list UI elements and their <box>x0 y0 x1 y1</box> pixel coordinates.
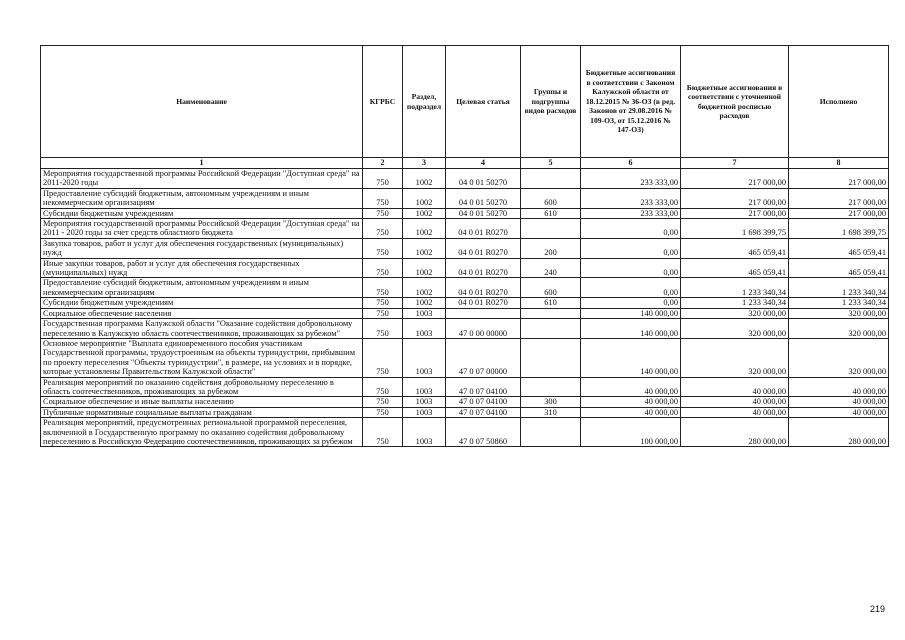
row-section: 1002 <box>403 169 446 189</box>
row-target: 04 0 01 R0270 <box>446 219 521 239</box>
row-allocations-law: 40 000,00 <box>581 407 681 417</box>
table-row <box>41 298 889 308</box>
row-executed: 217 000,00 <box>789 169 889 189</box>
column-number: 2 <box>363 158 403 169</box>
column-number: 3 <box>403 158 446 169</box>
row-target: 04 0 01 R0270 <box>446 298 521 308</box>
row-executed: 40 000,00 <box>789 407 889 417</box>
row-group: 240 <box>521 258 581 278</box>
row-executed: 217 000,00 <box>789 188 889 208</box>
row-allocations-law: 0,00 <box>581 238 681 258</box>
row-group <box>521 319 581 339</box>
row-name: Предоставление субсидий бюджетным, автономным учреждениям и иным некоммерческим организациям <box>41 188 363 208</box>
row-name: Субсидии бюджетным учреждениям <box>41 298 363 308</box>
header-section: Раздел, подраздел <box>403 46 446 158</box>
header-kgrbs: КГРБС <box>363 46 403 158</box>
row-allocations-schedule: 280 000,00 <box>681 418 789 447</box>
row-name: Мероприятия государственной программы Российской Федерации "Доступная среда" на 2011 - 2020 годы за счет средств областного бюджета <box>41 219 363 239</box>
row-allocations-law: 100 000,00 <box>581 418 681 447</box>
header-target: Целевая статья <box>446 46 521 158</box>
column-number: 7 <box>681 158 789 169</box>
row-allocations-schedule: 320 000,00 <box>681 308 789 318</box>
header-group: Группы и подгруппы видов расходов <box>521 46 581 158</box>
table-row <box>41 258 889 278</box>
row-target <box>446 308 521 318</box>
row-section: 1003 <box>403 377 446 397</box>
row-allocations-law: 140 000,00 <box>581 338 681 377</box>
row-group: 610 <box>521 208 581 218</box>
table-row <box>41 208 889 218</box>
row-name: Государственная программа Калужской области "Оказание содействия добровольному переселению в Калужскую область соотечественников, проживающих за рубежом" <box>41 319 363 339</box>
row-target: 04 0 01 R0270 <box>446 238 521 258</box>
header-executed: Исполнено <box>789 46 889 158</box>
row-group: 610 <box>521 298 581 308</box>
row-target: 47 0 00 00000 <box>446 319 521 339</box>
row-allocations-law: 0,00 <box>581 298 681 308</box>
row-section: 1003 <box>403 407 446 417</box>
row-kgrbs: 750 <box>363 238 403 258</box>
row-executed: 320 000,00 <box>789 308 889 318</box>
row-group: 310 <box>521 407 581 417</box>
row-allocations-schedule: 40 000,00 <box>681 397 789 407</box>
row-allocations-law: 140 000,00 <box>581 319 681 339</box>
row-kgrbs: 750 <box>363 258 403 278</box>
row-allocations-law: 0,00 <box>581 219 681 239</box>
row-section: 1003 <box>403 418 446 447</box>
table-row <box>41 238 889 258</box>
row-allocations-law: 40 000,00 <box>581 377 681 397</box>
row-section: 1003 <box>403 319 446 339</box>
row-name: Иные закупки товаров, работ и услуг для обеспечения государственных (муниципальных) нужд <box>41 258 363 278</box>
row-group: 600 <box>521 278 581 298</box>
row-allocations-law: 233 333,00 <box>581 208 681 218</box>
row-allocations-law: 0,00 <box>581 258 681 278</box>
table-row <box>41 169 889 189</box>
row-group <box>521 377 581 397</box>
budget-table <box>40 45 889 447</box>
row-allocations-schedule: 40 000,00 <box>681 407 789 417</box>
row-section: 1003 <box>403 397 446 407</box>
row-executed: 320 000,00 <box>789 338 889 377</box>
table-row <box>41 418 889 447</box>
table-row <box>41 397 889 407</box>
row-executed: 280 000,00 <box>789 418 889 447</box>
row-target: 47 0 07 04100 <box>446 377 521 397</box>
column-number: 1 <box>41 158 363 169</box>
row-kgrbs: 750 <box>363 418 403 447</box>
row-target: 47 0 07 50860 <box>446 418 521 447</box>
row-target: 04 0 01 50270 <box>446 208 521 218</box>
column-number: 4 <box>446 158 521 169</box>
row-section: 1002 <box>403 188 446 208</box>
column-number: 6 <box>581 158 681 169</box>
row-section: 1002 <box>403 278 446 298</box>
row-name: Реализация мероприятий, предусмотренных региональной программой переселения, включенной в Государственную программу по оказанию содействия добровольному переселению в Российскую Федерацию соотечественников, проживающих за рубежом <box>41 418 363 447</box>
row-group: 200 <box>521 238 581 258</box>
row-section: 1002 <box>403 298 446 308</box>
table-row <box>41 308 889 318</box>
row-allocations-law: 40 000,00 <box>581 397 681 407</box>
row-allocations-schedule: 465 059,41 <box>681 238 789 258</box>
row-section: 1002 <box>403 219 446 239</box>
row-allocations-schedule: 40 000,00 <box>681 377 789 397</box>
row-group <box>521 418 581 447</box>
row-group <box>521 308 581 318</box>
row-kgrbs: 750 <box>363 169 403 189</box>
row-executed: 1 698 399,75 <box>789 219 889 239</box>
row-target: 04 0 01 50270 <box>446 188 521 208</box>
row-target: 04 0 01 R0270 <box>446 258 521 278</box>
row-executed: 1 233 340,34 <box>789 298 889 308</box>
row-section: 1002 <box>403 208 446 218</box>
row-target: 47 0 07 04100 <box>446 407 521 417</box>
row-kgrbs: 750 <box>363 308 403 318</box>
row-name: Социальное обеспечение населения <box>41 308 363 318</box>
header-allocations-law: Бюджетные ассигнования в соответствии с Законом Калужской области от 18.12.2015 № 36-ОЗ (в ред. Законов от 29.08.2016 № 109-ОЗ, от 15.12.2016 № 147-ОЗ) <box>581 46 681 158</box>
row-name: Социальное обеспечение и иные выплаты населению <box>41 397 363 407</box>
row-target: 47 0 07 04100 <box>446 397 521 407</box>
table-row <box>41 278 889 298</box>
row-name: Субсидии бюджетным учреждениям <box>41 208 363 218</box>
row-kgrbs: 750 <box>363 278 403 298</box>
row-name: Предоставление субсидий бюджетным, автономным учреждениям и иным некоммерческим организациям <box>41 278 363 298</box>
row-kgrbs: 750 <box>363 219 403 239</box>
row-allocations-schedule: 1 698 399,75 <box>681 219 789 239</box>
row-group: 600 <box>521 188 581 208</box>
row-allocations-law: 233 333,00 <box>581 188 681 208</box>
row-name: Публичные нормативные социальные выплаты гражданам <box>41 407 363 417</box>
row-group <box>521 338 581 377</box>
row-executed: 40 000,00 <box>789 377 889 397</box>
row-allocations-schedule: 1 233 340,34 <box>681 278 789 298</box>
row-section: 1003 <box>403 338 446 377</box>
row-name: Основное мероприятие "Выплата единовременного пособия участникам Государственной программы, трудоустроенным на объекты туриндустрии, прибывшим по проекту переселения "Объекты туриндустрии", в размере, на условиях и в порядке, которые установлены Правительством Калужской области" <box>41 338 363 377</box>
row-executed: 465 059,41 <box>789 258 889 278</box>
page-number: 219 <box>870 604 886 614</box>
row-kgrbs: 750 <box>363 338 403 377</box>
row-kgrbs: 750 <box>363 208 403 218</box>
row-allocations-schedule: 320 000,00 <box>681 338 789 377</box>
row-allocations-schedule: 217 000,00 <box>681 208 789 218</box>
header-name: Наименование <box>41 46 363 158</box>
row-executed: 465 059,41 <box>789 238 889 258</box>
row-allocations-schedule: 320 000,00 <box>681 319 789 339</box>
header-row <box>41 46 889 158</box>
row-allocations-schedule: 465 059,41 <box>681 258 789 278</box>
header-allocations-schedule: Бюджетные ассигнования в соответствии с уточненной бюджетной росписью расходов <box>681 46 789 158</box>
table-row <box>41 188 889 208</box>
row-allocations-schedule: 217 000,00 <box>681 169 789 189</box>
row-target: 04 0 01 R0270 <box>446 278 521 298</box>
row-group <box>521 169 581 189</box>
row-kgrbs: 750 <box>363 188 403 208</box>
row-section: 1002 <box>403 258 446 278</box>
row-kgrbs: 750 <box>363 397 403 407</box>
row-name: Реализация мероприятий по оказанию содействия добровольному переселению в область соотечественников, проживающих за рубежом <box>41 377 363 397</box>
row-name: Закупка товаров, работ и услуг для обеспечения государственных (муниципальных) нужд <box>41 238 363 258</box>
row-group <box>521 219 581 239</box>
row-section: 1003 <box>403 308 446 318</box>
row-allocations-law: 140 000,00 <box>581 308 681 318</box>
row-executed: 320 000,00 <box>789 319 889 339</box>
table-row <box>41 338 889 377</box>
row-executed: 217 000,00 <box>789 208 889 218</box>
row-group: 300 <box>521 397 581 407</box>
table-row <box>41 319 889 339</box>
table-row <box>41 377 889 397</box>
row-kgrbs: 750 <box>363 298 403 308</box>
row-allocations-schedule: 1 233 340,34 <box>681 298 789 308</box>
row-kgrbs: 750 <box>363 319 403 339</box>
row-target: 04 0 01 50270 <box>446 169 521 189</box>
table-row <box>41 407 889 417</box>
row-allocations-schedule: 217 000,00 <box>681 188 789 208</box>
row-allocations-law: 0,00 <box>581 278 681 298</box>
row-target: 47 0 07 00000 <box>446 338 521 377</box>
row-kgrbs: 750 <box>363 407 403 417</box>
row-section: 1002 <box>403 238 446 258</box>
column-number: 8 <box>789 158 889 169</box>
row-kgrbs: 750 <box>363 377 403 397</box>
column-number-row <box>41 158 889 169</box>
row-allocations-law: 233 333,00 <box>581 169 681 189</box>
row-executed: 40 000,00 <box>789 397 889 407</box>
column-number: 5 <box>521 158 581 169</box>
table-row <box>41 219 889 239</box>
row-executed: 1 233 340,34 <box>789 278 889 298</box>
row-name: Мероприятия государственной программы Российской Федерации "Доступная среда" на 2011-2020 годы <box>41 169 363 189</box>
